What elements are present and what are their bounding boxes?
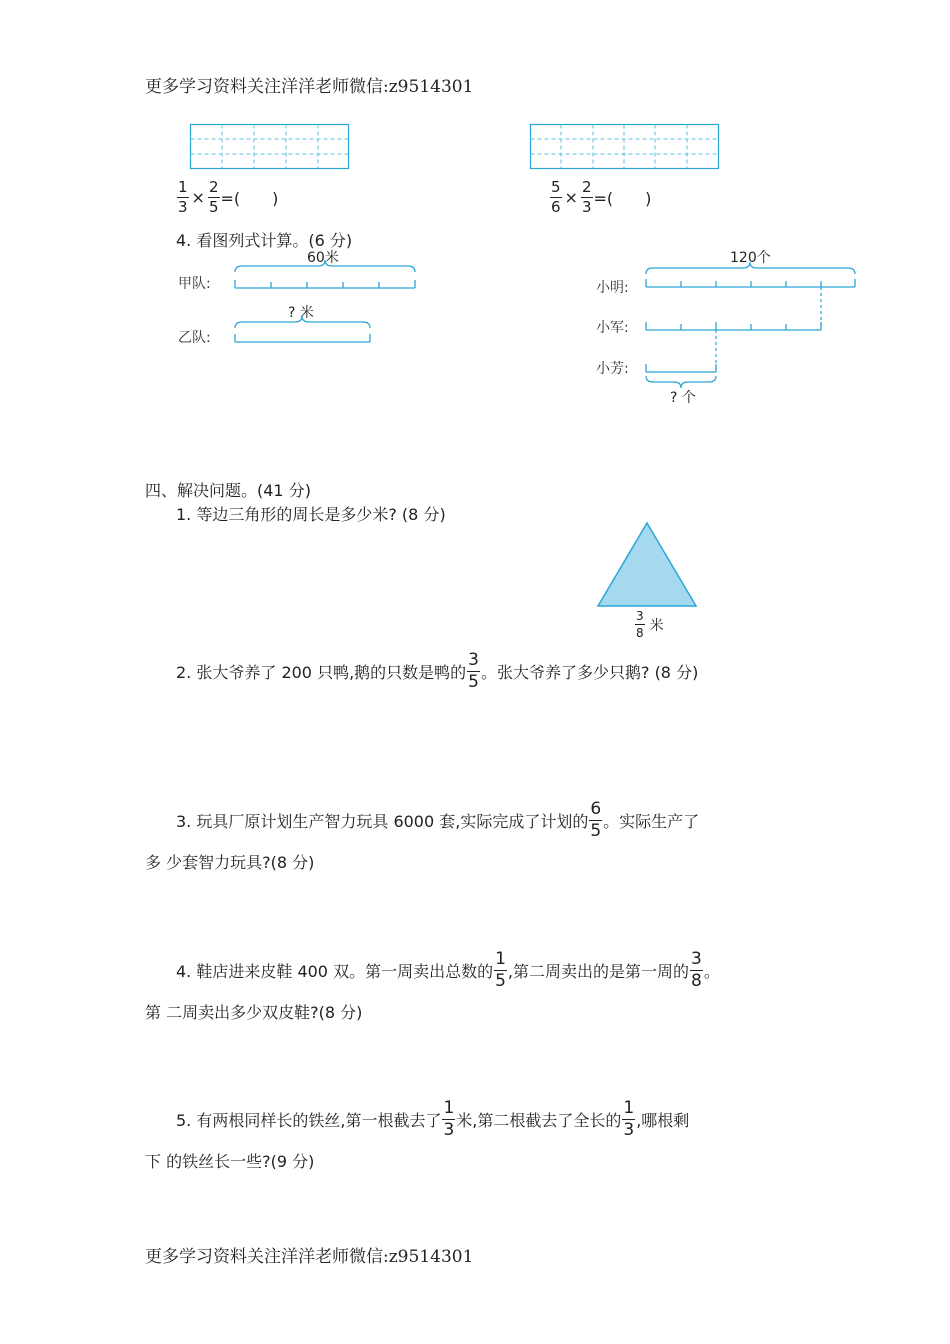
p5-fraction-1: $\frac{1}{3}$ [443,1098,455,1140]
p2-text-before: 2. 张大爷养了 200 只鸭,鹅的只数是鸭的 [176,663,467,682]
triangle-side-label [634,610,664,639]
problem-2 [176,652,698,691]
fraction-b: $\frac{2}{3}$ [581,178,592,216]
p4-text-mid: ,第二周卖出的是第一周的 [507,962,689,981]
answer-blank: =( ) [593,189,652,208]
section4-title: 四、解决问题。(41 分) [145,481,311,500]
problem-5 [176,1100,689,1139]
p4-text-before: 4. 鞋店进来皮鞋 400 双。第一周卖出总数的 [176,962,494,981]
p3-text-after: 。实际生产了 [603,812,700,831]
fraction-expression-left [176,180,278,215]
q4-title: 4. 看图列式计算。(6 分) [176,231,353,250]
fraction-a: $\frac{5}{6}$ [551,178,561,216]
p4-fraction-2: $\frac{3}{8}$ [691,949,702,991]
segment-diagram-left [230,262,425,352]
side-fraction: $\frac{3}{8}$ [636,609,644,640]
p5-text-after: ,哪根剩 [636,1111,690,1130]
fraction-a: $\frac{1}{3}$ [178,178,188,216]
row-label-xiaofang: 小芳: [596,361,629,377]
brace-top [646,262,855,274]
problem-3-line2: 多 少套智力玩具?(8 分) [145,853,315,872]
fraction-b: $\frac{2}{5}$ [208,178,219,216]
row-label-yi: 乙队: [178,330,211,346]
watermark-top: 更多学习资料关注洋洋老师微信:z9514301 [145,77,474,97]
right-question-label: ? 个 [670,390,696,406]
p5-fraction-2: $\frac{1}{3}$ [623,1098,635,1140]
brace-mid [235,316,370,328]
left-question-label: ? 米 [288,305,314,321]
brace-bottom [646,376,716,388]
watermark-bottom: 更多学习资料关注洋洋老师微信:z9514301 [145,1247,474,1267]
right-top-label: 120个 [730,250,771,266]
p3-text-before: 3. 玩具厂原计划生产智力玩具 6000 套,实际完成了计划的 [176,812,589,831]
area-model-grid-left [190,124,350,170]
p2-text-after: 。张大爷养了多少只鹅? (8 分) [480,663,699,682]
p4-fraction-1: $\frac{1}{5}$ [495,949,506,991]
multiply-sign: × [191,188,205,207]
row-label-xiaoming: 小明: [596,280,629,296]
fraction-expression-right [549,180,651,215]
p5-text-before: 5. 有两根同样长的铁丝,第一根截去了 [176,1111,442,1130]
segment-diagram-right [640,262,865,387]
p3-fraction: $\frac{6}{5}$ [590,799,602,841]
problem-4 [176,951,720,990]
answer-blank: =( ) [220,189,279,208]
problem-3 [176,801,699,840]
row-label-jia: 甲队: [178,276,211,292]
problem-1: 1. 等边三角形的周长是多少米? (8 分) [176,505,446,524]
p2-fraction: $\frac{3}{5}$ [468,650,479,692]
multiply-sign: × [564,188,578,207]
brace-top [235,260,415,272]
left-top-label: 60米 [307,250,339,266]
p5-text-mid: 米,第二根截去了全长的 [456,1111,622,1130]
equilateral-triangle [596,521,698,609]
problem-5-line2: 下 的铁丝长一些?(9 分) [145,1152,315,1171]
side-unit: 米 [649,617,664,634]
p4-text-after: 。 [703,962,720,981]
problem-4-line2: 第 二周卖出多少双皮鞋?(8 分) [145,1003,363,1022]
area-model-grid-right [530,124,720,170]
row-label-xiaojun: 小军: [596,320,629,336]
